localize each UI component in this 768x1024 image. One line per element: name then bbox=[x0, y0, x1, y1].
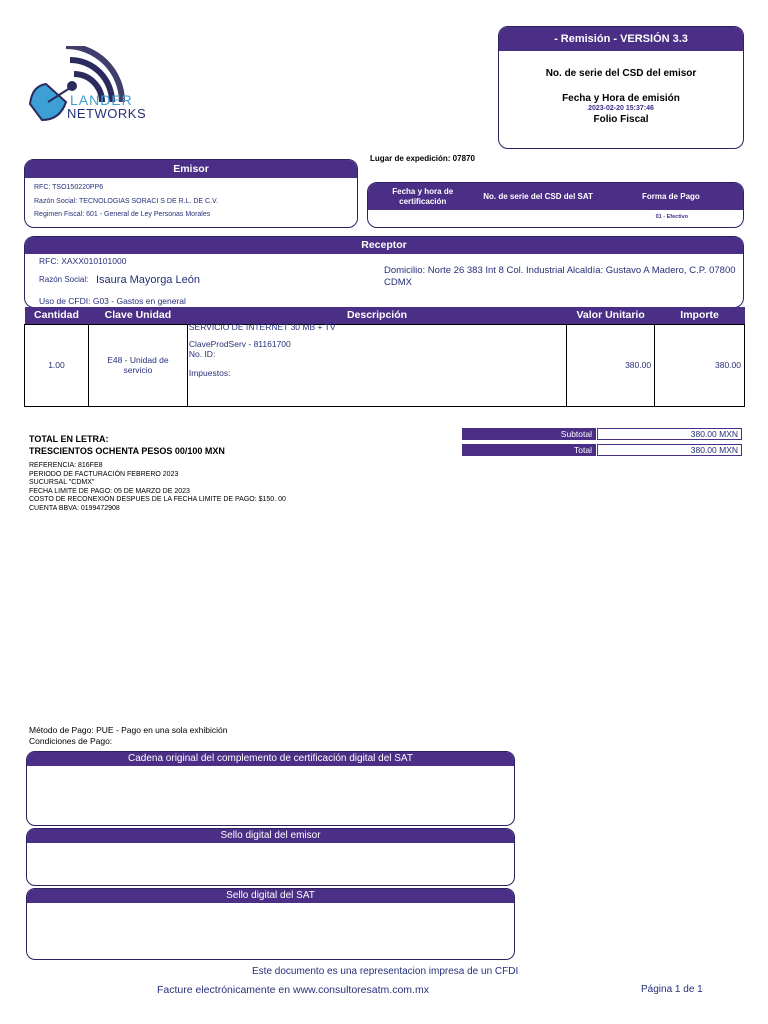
receptor-box bbox=[24, 236, 744, 308]
desc-servicio: SERVICIO DE INTERNET 30 MB + TV bbox=[188, 321, 336, 332]
remision-title: - Remisión - VERSIÓN 3.3 bbox=[499, 27, 743, 51]
note-reconexion: COSTO DE RECONEXIÓN DESPUES DE LA FECHA LIMITE DE PAGO: $150. 00 bbox=[29, 496, 286, 503]
receptor-razon-label: Razón Social: bbox=[39, 275, 89, 284]
col-descripcion: Descripción bbox=[187, 307, 566, 324]
receptor-domicilio: Domicilio: Norte 26 383 Int 8 Col. Industrial Alcaldía: Gustavo A Madero, C.P. 07800 CDMX bbox=[384, 265, 736, 288]
note-fecha-limite: FECHA LIMITE DE PAGO: 05 DE MARZO DE 2023 bbox=[29, 487, 190, 495]
cell-importe: 380.00 bbox=[655, 324, 745, 406]
cadena-original-title: Cadena original del complemento de certificación digital del SAT bbox=[27, 752, 514, 766]
total-letra-label: TOTAL EN LETRA: bbox=[29, 434, 109, 444]
fecha-emision-value: 2023-02-20 15:37:46 bbox=[588, 105, 654, 112]
total-label: Total bbox=[462, 444, 596, 456]
receptor-title: Receptor bbox=[25, 237, 743, 254]
emisor-regimen-fiscal: Regimen Fiscal: 601 - General de Ley Personas Morales bbox=[34, 211, 211, 218]
receptor-razon-value: Isaura Mayorga León bbox=[96, 274, 200, 286]
footer-pagina: Página 1 de 1 bbox=[641, 984, 703, 995]
satellite-dish-icon bbox=[26, 46, 166, 136]
sello-sat-title: Sello digital del SAT bbox=[27, 889, 514, 903]
receptor-rfc: RFC: XAXX010101000 bbox=[39, 256, 127, 266]
desc-impuestos: Impuestos: bbox=[188, 367, 231, 378]
forma-pago-value: 01 - Efectivo bbox=[655, 214, 688, 220]
col-importe: Importe bbox=[655, 307, 745, 324]
fecha-emision-label: Fecha y Hora de emisión bbox=[562, 93, 680, 104]
lugar-expedicion: Lugar de expedición: 07870 bbox=[370, 154, 475, 163]
desc-clave-prod: ClaveProdServ - 81161700 bbox=[188, 338, 291, 349]
total-letra-value: TRESCIENTOS OCHENTA PESOS 00/100 MXN bbox=[29, 446, 225, 456]
certificacion-box bbox=[367, 182, 744, 228]
sello-sat-box bbox=[26, 888, 515, 960]
cadena-original-box bbox=[26, 751, 515, 826]
emisor-title: Emisor bbox=[25, 160, 357, 178]
receptor-uso-cfdi: Uso de CFDI: G03 - Gastos en general bbox=[39, 296, 186, 306]
table-row bbox=[25, 324, 745, 406]
fecha-certificacion-label: Fecha y hora de certificación bbox=[392, 186, 454, 206]
csd-emisor-label: No. de serie del CSD del emisor bbox=[545, 68, 697, 79]
cell-valor-unitario: 380.00 bbox=[567, 324, 655, 406]
folio-fiscal-label: Folio Fiscal bbox=[593, 114, 649, 125]
company-logo bbox=[26, 46, 166, 136]
logo-text-networks: NETWORKS bbox=[67, 106, 147, 121]
cell-clave-unidad: E48 - Unidad de servicio bbox=[88, 324, 187, 406]
note-periodo: PERIODO DE FACTURACIÓN FEBRERO 2023 bbox=[29, 470, 179, 478]
col-valor-unitario: Valor Unitario bbox=[567, 307, 655, 324]
note-cuenta: CUENTA BBVA: 0199472908 bbox=[29, 504, 120, 512]
remision-header-box bbox=[498, 26, 744, 149]
total-value: 380.00 MXN bbox=[597, 444, 742, 456]
col-cantidad: Cantidad bbox=[25, 307, 89, 324]
emisor-rfc: RFC: TSO150220PP6 bbox=[34, 184, 104, 191]
cell-descripcion bbox=[187, 321, 566, 406]
cell-cantidad: 1.00 bbox=[25, 324, 89, 406]
col-clave-unidad: Clave Unidad bbox=[88, 307, 187, 324]
metodo-pago: Método de Pago: PUE - Pago en una sola exhibición bbox=[29, 725, 228, 735]
sello-emisor-box bbox=[26, 828, 515, 886]
emisor-box bbox=[24, 159, 358, 228]
notes-block bbox=[29, 462, 286, 513]
subtotal-label: Subtotal bbox=[462, 428, 596, 440]
forma-pago-label: Forma de Pago bbox=[642, 192, 700, 201]
subtotal-value: 380.00 MXN bbox=[597, 428, 742, 440]
sello-emisor-title: Sello digital del emisor bbox=[27, 829, 514, 843]
footer-facture-link[interactable]: Facture electrónicamente en www.consultoresatm.com.mx bbox=[157, 984, 429, 996]
footer-representacion: Este documento es una representacion impresa de un CFDI bbox=[252, 966, 519, 977]
condiciones-pago: Condiciones de Pago: bbox=[29, 736, 113, 746]
note-sucursal: SUCURSAL "CDMX" bbox=[29, 479, 95, 486]
csd-sat-label: No. de serie del CSD del SAT bbox=[483, 192, 593, 201]
emisor-razon-social: Razón Social: TECNOLOGIAS SORACI S DE R.L. DE C.V. bbox=[34, 198, 219, 205]
logo-text-lander: LANDER bbox=[70, 92, 133, 108]
desc-no-id: No. ID: bbox=[188, 348, 216, 359]
items-table bbox=[24, 307, 745, 407]
note-referencia: REFERENCIA: 816FE8 bbox=[29, 462, 103, 469]
